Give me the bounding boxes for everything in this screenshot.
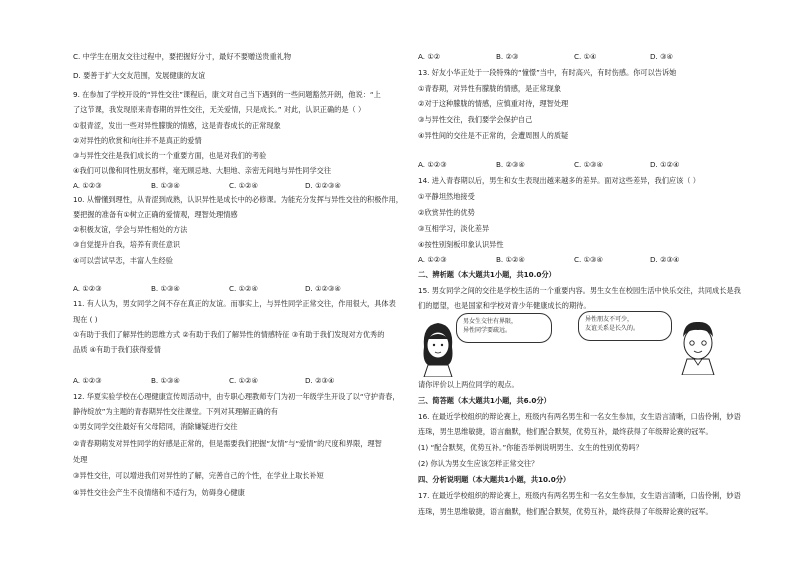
q8-option-d: D. 要善于扩大交友范围，发展健康的友谊 <box>73 71 206 80</box>
q14-item-4: ④按性别刻板印象认识异性 <box>418 240 504 249</box>
q9-option-c: C. ①②④ <box>229 181 258 190</box>
q10-stem-line2: 要把握的准备有①树立正确的爱情观，理智处理情感 <box>73 210 238 219</box>
q9-item-1: ①很青涩，发出一些对异性朦胧的情感，这是青春成长的正常现象 <box>73 121 281 130</box>
q12-option-d: D. ③④ <box>650 52 673 61</box>
q10-option-d: D. ①②③④ <box>305 284 341 293</box>
bubble-right-line2: 友谊关系是长久的。 <box>585 325 640 332</box>
section-heading-analysis-explain: 四、分析说明题（本大题共1小题，共10.0分） <box>418 475 571 484</box>
q11-stem-line2: 现在 ( ) <box>73 315 98 324</box>
q10-option-c: C. ①②④ <box>229 284 258 293</box>
q9-option-b: B. ①③④ <box>151 181 180 190</box>
q16-stem-line1: 16. 在最近学校组织的辩论赛上，班级内有两名男生和一名女生参加，女生语言清晰，口齿伶俐，妙语 <box>418 412 741 421</box>
q9-stem-line2: 了这节课，我发现原来青春期的异性交往，无关爱情，只是成长。” 对此，认识正确的是（ ） <box>73 105 366 114</box>
speech-bubble-left <box>456 313 552 343</box>
q12-stem-line2: 静待绽放”为主题的青春期异性交往课堂。下列对其理解正确的有 <box>73 407 278 416</box>
q9-stem-line1: 9. 在参加了学校开设的“异性交往”课程后，康文对自己当下遇到的一些问题豁然开朗，他说：“上 <box>73 90 381 99</box>
q14-item-2: ②欣赏异性的优势 <box>418 208 475 217</box>
q11-option-b: B. ①③④ <box>151 376 180 385</box>
section-heading-short-answer: 三、简答题（本大题共1小题，共6.0分） <box>418 396 551 405</box>
q11-option-c: C. ①②④ <box>229 376 258 385</box>
q13-item-2: ②对于这种朦胧的情感，应慎重对待，理智处理 <box>418 99 569 108</box>
q16-stem-line2: 连珠，男生思维敏捷，语言幽默，他们配合默契，优势互补，最终获得了年级辩论赛的冠军。 <box>418 427 713 436</box>
q14-option-c: C. ①③④ <box>574 255 603 264</box>
q14-item-3: ③互相学习，淡化差异 <box>418 224 490 233</box>
q12-item-2-line1: ②青春期萌发对异性同学的好感是正常的，但是需要我们把握“友情”与“爱情”的尺度和界限，理智 <box>73 439 382 448</box>
q13-option-b: B. ②③④ <box>496 160 525 169</box>
q14-item-1: ①平静坦然地接受 <box>418 192 475 201</box>
q14-option-d: D. ②③④ <box>650 255 680 264</box>
q14-option-a: A. ①②③ <box>418 255 447 264</box>
q13-item-4: ④异性间的交往是不正常的，会遭周围人的质疑 <box>418 131 569 140</box>
q17-stem-line1: 17. 在最近学校组织的辩论赛上，班级内有两名男生和一名女生参加，女生语言清晰，口齿伶俐，妙语 <box>418 491 741 500</box>
q12-stem-line1: 12. 华夏实验学校在心理健康宣传周活动中，由专职心理教师专门为初一年级学生开设了以“守护青春， <box>73 392 400 401</box>
q12-option-b: B. ②③ <box>496 52 519 61</box>
q13-item-3: ③与异性交往，我们要学会保护自己 <box>418 115 533 124</box>
section-heading-analysis: 二、辨析题（本大题共1小题，共10.0分） <box>418 270 556 279</box>
q14-option-b: B. ①②④ <box>496 255 525 264</box>
q14-stem: 14. 进入青春期以后，男生和女生表现出越来越多的差异。面对这些差异，我们应该（ ） <box>418 176 700 185</box>
q13-option-d: D. ①②④ <box>650 160 680 169</box>
q15-prompt: 请你评价以上两位同学的观点。 <box>418 380 519 389</box>
q10-item-2: ②积极友谊，学会与异性相处的方法 <box>73 225 188 234</box>
speech-bubble-right <box>578 311 672 341</box>
q10-option-b: B. ①③④ <box>151 284 180 293</box>
girl-cartoon-icon <box>418 317 458 377</box>
q10-item-3: ③自觉提升自我，培养有责任意识 <box>73 240 181 249</box>
q17-stem-line2: 连珠，男生思维敏捷，语言幽默，他们配合默契，优势互补，最终获得了年级辩论赛的冠军。 <box>418 507 713 516</box>
q13-item-1: ①青春期，对异性有朦胧的情感，是正常现象 <box>418 84 562 93</box>
q16-sub-1: (1) “配合默契，优势互补。”你能否举例说明男生、女生的性别优势吗？ <box>418 443 643 452</box>
q16-sub-2: (2) 你认为男女生应该怎样正常交往？ <box>418 459 539 468</box>
q12-option-c: C. ①④ <box>574 52 597 61</box>
q11-option-d: D. ②③④ <box>305 376 335 385</box>
bubble-left-line2: 异性同学要疏远。 <box>463 327 512 334</box>
boy-cartoon-icon <box>674 315 722 375</box>
bubble-right-line1: 异性朋友不可少， <box>585 316 634 323</box>
q13-stem: 13. 好友小华正处于一段特殊的“憧憬”当中，有时高兴，有时伤感。你可以告诉她 <box>418 68 677 77</box>
q9-item-2: ②对异性的欣赏和向往并不是真正的爱情 <box>73 136 202 145</box>
q11-items-line2: 品质 ④有助于我们获得爱情 <box>73 345 161 354</box>
q12-option-a: A. ①② <box>418 52 441 61</box>
q10-stem-line1: 10. 从懵懂到理性，从青涩到成熟，认识异性是成长中的必修课。为能充分发挥与异性交往的积极作用， <box>73 195 403 204</box>
q12-item-4: ④异性交往会产生不良情绪和不适行为，妨碍身心健康 <box>73 488 245 497</box>
q11-stem-line1: 11. 有人认为，男女同学之间不存在真正的友谊。而事实上，与异性同学正常交往，作用很大，具体表 <box>73 299 396 308</box>
q10-options <box>73 285 391 295</box>
q12-options <box>418 53 736 63</box>
q13-options <box>418 161 736 171</box>
q10-item-4: ④可以尝试早恋，丰富人生经验 <box>73 256 173 265</box>
q13-option-a: A. ①②③ <box>418 160 447 169</box>
q9-item-4: ④我们可以像和同性朋友那样，毫无顾忌地、大胆地、亲密无间地与异性同学交往 <box>73 166 332 175</box>
bubble-left-line1: 男女生交往有界限， <box>463 318 518 325</box>
q11-items-line1: ①有助于我们了解异性的思维方式 ②有助于我们了解异性的情感特征 ③有助于我们发现对方优秀的 <box>73 330 385 339</box>
q12-item-3: ③异性交往，可以增进我们对异性的了解，完善自己的个性，在学业上取长补短 <box>73 471 324 480</box>
q15-stem-line1: 15. 男女同学之间的交往是学校生活的一个重要内容。男生女生在校园生活中快乐交往，共同成长是我 <box>418 286 741 295</box>
q14-options <box>418 256 736 266</box>
q13-option-c: C. ①③④ <box>574 160 603 169</box>
q9-option-a: A. ①②③ <box>73 181 102 190</box>
q9-item-3: ③与异性交往是我们成长的一个重要方面，也是对我们的考验 <box>73 151 267 160</box>
q15-stem-line2: 们的愿望，也是国家和学校对青少年健康成长的期待。 <box>418 301 591 310</box>
q12-item-1: ①男女同学交往最好有父母陪同，消除嫌疑进行交往 <box>73 422 238 431</box>
q9-options <box>73 182 391 192</box>
q12-item-2-line2: 处理 <box>73 455 88 464</box>
q11-options <box>73 377 391 387</box>
q8-option-c: C. 中学生在朋友交往过程中，要把握好分寸，最好不要赠送贵重礼物 <box>73 52 292 61</box>
q9-option-d: D. ①②③④ <box>305 181 341 190</box>
q15-illustration <box>418 305 736 375</box>
q10-option-a: A. ①②③ <box>73 284 102 293</box>
q11-option-a: A. ①②③ <box>73 376 102 385</box>
